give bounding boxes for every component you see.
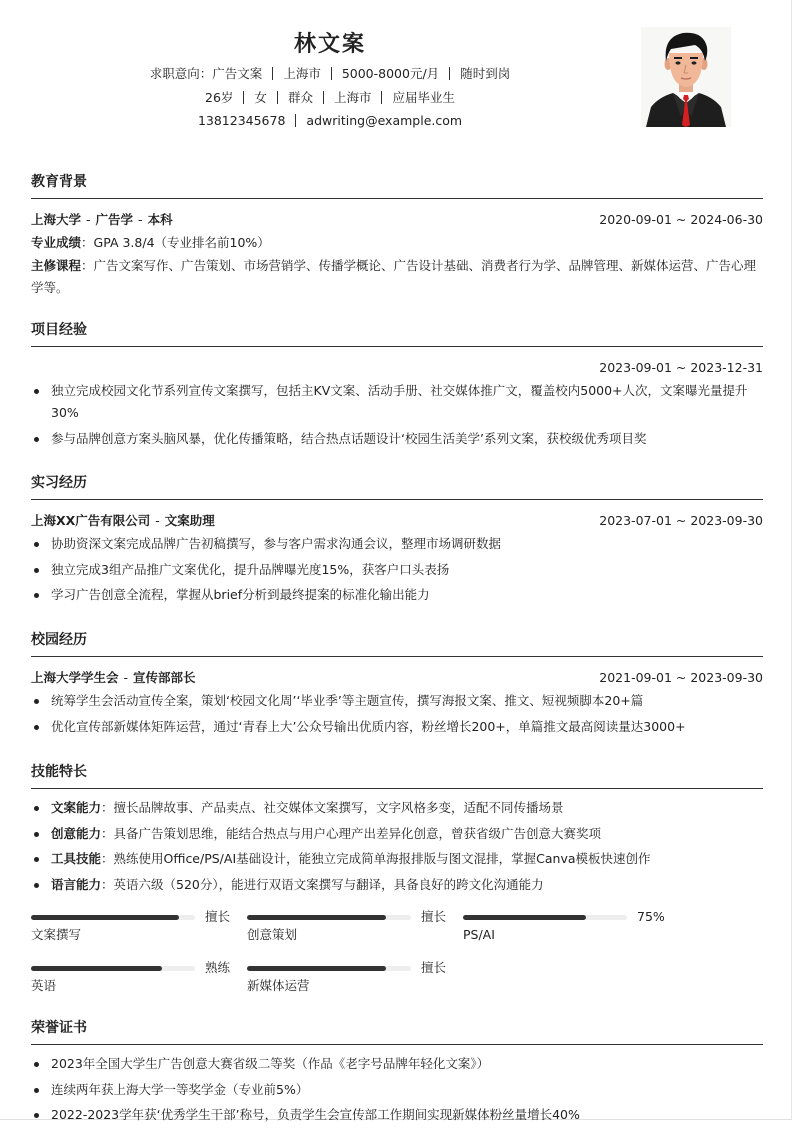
courses-label: 主修课程 [31, 257, 82, 273]
list-item: 连续两年获上海大学一等奖学金（专业前5%） [31, 1079, 763, 1101]
separator-dash: - [86, 212, 91, 227]
section-title: 校园经历 [31, 628, 763, 657]
bar-track [463, 915, 627, 920]
skill-bar [247, 958, 447, 998]
section-honors [31, 1016, 763, 1130]
section-title: 技能特长 [31, 760, 763, 789]
bar-fill [247, 915, 386, 920]
job-intent: 求职意向：广告文案 [149, 66, 263, 81]
job-intent-line [0, 62, 660, 86]
bar-label: PS/AI [463, 927, 495, 942]
skill-text: ：擅长品牌故事、产品卖点、社交媒体文案撰写，文字风格多变，适配不同传播场景 [101, 800, 564, 815]
separator-dash: - [155, 513, 160, 528]
gender: 女 [254, 89, 267, 105]
project-header-row [31, 355, 763, 380]
job-role: 文案助理 [164, 513, 215, 528]
resume-header [0, 28, 660, 133]
intent-salary: 5000-8000元/月 [341, 66, 440, 81]
skill-text: ：英语六级（520分），能进行双语文案撰写与翻译，具备良好的跨文化沟通能力 [101, 876, 544, 892]
avatar-photo [641, 27, 731, 127]
list-item [31, 874, 763, 896]
bar-level: 擅长 [421, 960, 447, 975]
degree: 本科 [147, 212, 173, 227]
section-title: 项目经验 [31, 318, 763, 347]
bar-fill [247, 966, 386, 971]
contact-line [0, 109, 660, 133]
skill-label: 创意能力 [51, 825, 102, 841]
list-item: 2022-2023学年获‘优秀学生干部’称号，负责学生会宣传部工作期间实现新媒体粉丝量增长40% [31, 1104, 763, 1126]
divider [449, 67, 450, 80]
list-item [31, 848, 763, 870]
age: 26岁 [205, 89, 234, 105]
bar-fill [31, 966, 162, 971]
separator-dash: - [123, 670, 129, 685]
list-item: 独立完成3组产品推广文案优化，提升品牌曝光度15%，获客户口头表扬 [31, 559, 763, 581]
skill-text: ：具备广告策划思维，能结合热点与用户心理产出差异化创意，曾获省级广告创意大赛奖项 [101, 825, 602, 841]
divider [323, 91, 324, 104]
education-dates: 2020-09-01 ~ 2024-06-30 [599, 212, 763, 227]
campus-role: 宣传部部长 [133, 670, 196, 685]
bar-level: 75% [637, 909, 665, 924]
skill-bar [31, 907, 231, 947]
residence: 上海市 [333, 89, 372, 105]
skill-label: 工具技能 [51, 851, 102, 866]
skill-text: ：熟练使用Office/PS/AI基础设计，能独立完成简单海报排版与图文混排，掌握Canva模板快速创作 [101, 851, 651, 866]
bar-track [247, 915, 411, 920]
intent-city: 上海市 [283, 66, 321, 81]
list-item: 独立完成校园文化节系列宣传文案撰写，包括主KV文案、活动手册、社交媒体推广文，覆盖校内5000+人次，文案曝光量提升30% [31, 380, 763, 424]
campus-header-row [31, 665, 763, 690]
education-entry [31, 212, 173, 227]
section-education [31, 170, 763, 300]
colon: ： [81, 257, 94, 273]
bar-track [31, 966, 195, 971]
skill-bar [247, 907, 447, 947]
project-dates: 2023-09-01 ~ 2023-12-31 [599, 360, 763, 375]
bar-label: 文案撰写 [31, 927, 82, 942]
campus-entry [31, 670, 196, 685]
personal-info-line [0, 86, 660, 110]
skill-bar [463, 907, 663, 947]
section-title: 荣誉证书 [31, 1016, 763, 1045]
section-skills [31, 760, 763, 899]
campus-bullets [31, 690, 763, 738]
colon: ： [81, 235, 94, 250]
bar-fill [463, 915, 586, 920]
bar-track [247, 966, 411, 971]
courses-line [31, 255, 763, 300]
candidate-name: 林文案 [293, 32, 366, 57]
section-title: 教育背景 [31, 170, 763, 199]
separator-dash: - [138, 212, 143, 227]
phone[interactable]: 13812345678 [197, 113, 286, 128]
graduate-status: 应届毕业生 [392, 89, 455, 105]
divider [277, 91, 278, 104]
section-campus [31, 628, 763, 741]
bar-level: 熟练 [205, 960, 231, 975]
school-name: 上海大学 [31, 212, 82, 227]
list-item [31, 797, 763, 819]
portrait-illustration-icon [641, 27, 731, 127]
intent-availability: 随时到岗 [460, 66, 511, 81]
divider [295, 114, 296, 127]
honor-bullets [31, 1053, 763, 1126]
skill-label: 文案能力 [51, 800, 102, 815]
gpa-label: 专业成绩 [31, 235, 82, 250]
internship-entry [31, 513, 215, 528]
internship-header-row [31, 508, 763, 533]
divider [272, 67, 273, 80]
skill-bar [31, 958, 231, 998]
bar-level: 擅长 [421, 909, 447, 924]
gpa-line [31, 232, 763, 255]
bar-track [31, 915, 195, 920]
section-internship [31, 471, 763, 610]
political-status: 群众 [287, 89, 313, 105]
bar-level: 擅长 [205, 909, 231, 924]
gpa-value: GPA 3.8/4（专业排名前10%） [93, 235, 270, 250]
education-header-row [31, 207, 763, 232]
organization-name: 上海大学学生会 [31, 670, 119, 685]
bar-label: 创意策划 [247, 927, 298, 942]
internship-bullets [31, 533, 763, 606]
company-name: 上海XX广告有限公司 [31, 513, 151, 528]
list-item: 协助资深文案完成品牌广告初稿撰写，参与客户需求沟通会议，整理市场调研数据 [31, 533, 763, 555]
section-projects [31, 318, 763, 453]
section-title: 实习经历 [31, 471, 763, 500]
project-bullets [31, 380, 763, 450]
internship-dates: 2023-07-01 ~ 2023-09-30 [599, 513, 763, 528]
list-item [31, 823, 763, 845]
skill-label: 语言能力 [51, 876, 102, 892]
bar-fill [31, 915, 179, 920]
divider [381, 91, 382, 104]
list-item: 学习广告创意全流程，掌握从brief分析到最终提案的标准化输出能力 [31, 584, 763, 606]
campus-dates: 2021-09-01 ~ 2023-09-30 [599, 670, 763, 685]
list-item: 参与品牌创意方案头脑风暴，优化传播策略，结合热点话题设计‘校园生活美学’系列文案，获校级优秀项目奖 [31, 428, 763, 450]
list-item: 优化宣传部新媒体矩阵运营，通过‘青春上大’公众号输出优质内容，粉丝增长200+，单篇推文最高阅读量达3000+ [31, 716, 763, 738]
divider [331, 67, 332, 80]
list-item: 统筹学生会活动宣传全案，策划‘校园文化周’‘毕业季’等主题宣传，撰写海报文案、推文、短视频脚本20+篇 [31, 690, 763, 712]
bar-label: 新媒体运营 [247, 978, 310, 993]
bar-label: 英语 [31, 978, 57, 993]
major: 广告学 [95, 212, 134, 227]
email[interactable]: adwriting@example.com [306, 113, 463, 128]
divider [243, 91, 244, 104]
courses-value: 广告文案写作、广告策划、市场营销学、传播学概论、广告设计基础、消费者行为学、品牌管理、新媒体运营、广告心理学等。 [31, 257, 757, 295]
skill-bullets [31, 797, 763, 896]
list-item: 2023年全国大学生广告创意大赛省级二等奖（作品《老字号品牌年轻化文案》） [31, 1053, 763, 1075]
